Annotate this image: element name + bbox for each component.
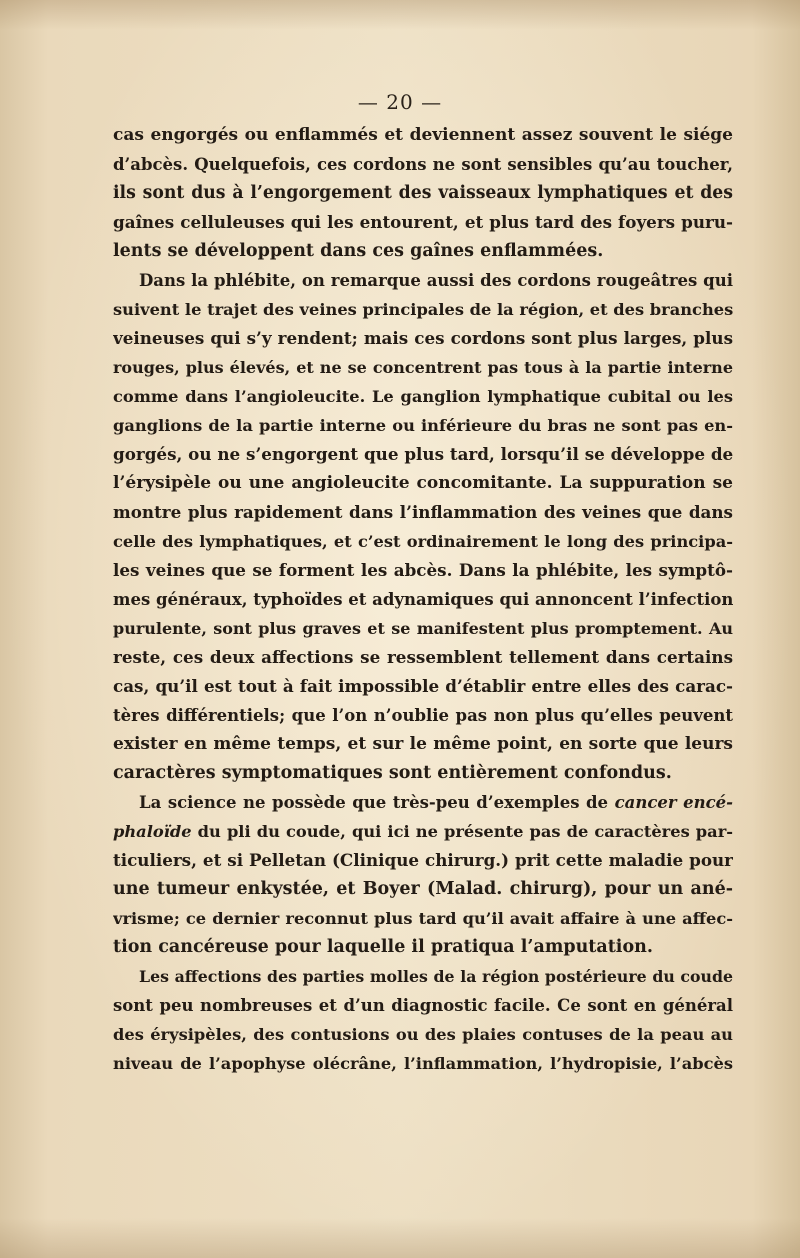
- text-line: comme dans l’angioleucite. Le ganglion lymphatique cubital ou les: [113, 387, 733, 406]
- italic-term: phaloïde: [113, 822, 192, 841]
- text-line: purulente, sont plus graves et se manifestent plus promptement. Au: [113, 619, 733, 638]
- text-line: ticuliers, et si Pelletan (Clinique chirurg.) prit cette maladie pour: [113, 850, 733, 870]
- text-line: gorgés, ou ne s’engorgent que plus tard, lorsqu’il se développe de: [113, 444, 733, 464]
- italic-term: cancer encé-: [614, 793, 733, 812]
- text-line: tion cancéreuse pour laquelle il pratiqua l’amputation.: [113, 937, 653, 957]
- text-line: ganglions de la partie interne ou inférieure du bras ne sont pas en-: [113, 416, 733, 435]
- text-run: du pli du coude, qui ici ne présente pas de caractères par-: [191, 822, 733, 841]
- text-line: [113, 788, 733, 817]
- text-line: rouges, plus élevés, et ne se concentrent pas tous à la partie interne: [113, 358, 733, 377]
- text-line: Dans la phlébite, on remarque aussi des cordons rougeâtres qui: [139, 271, 733, 290]
- text-line: mes généraux, typhoïdes et adynamiques qui annoncent l’infection: [113, 590, 733, 609]
- text-line: une tumeur enkystée, et Boyer (Malad. chirurg), pour un ané-: [113, 879, 733, 899]
- text-line: des érysipèles, des contusions ou des plaies contuses de la peau au: [113, 1025, 733, 1044]
- text-line: celle des lymphatiques, et c’est ordinairement le long des principa-: [113, 532, 733, 551]
- text-line: les veines que se forment les abcès. Dans la phlébite, les symptô-: [113, 560, 733, 580]
- body-text: [113, 121, 733, 1078]
- page-bottom-shadow: [0, 1218, 800, 1258]
- text-line: suivent le trajet des veines principales de la région, et des branches: [113, 300, 733, 319]
- text-line: cas, qu’il est tout à fait impossible d’établir entre elles des carac-: [113, 676, 733, 696]
- text-line: veineuses qui s’y rendent; mais ces cordons sont plus larges, plus: [113, 328, 733, 348]
- text-line: cas engorgés ou enflammés et deviennent assez souvent le siége: [113, 125, 733, 145]
- text-line: [113, 817, 733, 846]
- text-line: exister en même temps, et sur le même point, en sorte que leurs: [113, 734, 733, 754]
- text-line: caractères symptomatiques sont entièrement confondus.: [113, 763, 672, 783]
- page-top-shadow: [0, 0, 800, 30]
- text-line: lents se développent dans ces gaînes enflammées.: [113, 241, 604, 261]
- text-line: Les affections des parties molles de la région postérieure du coude: [139, 967, 733, 986]
- text-line: ils sont dus à l’engorgement des vaisseaux lymphatiques et des: [113, 183, 733, 203]
- page-number: — 20 —: [357, 90, 443, 114]
- text-line: sont peu nombreuses et d’un diagnostic facile. Ce sont en général: [113, 996, 733, 1015]
- text-line: tères différentiels; que l’on n’oublie pas non plus qu’elles peuvent: [113, 706, 733, 725]
- text-run: La science ne possède que très-peu d’exemples de: [139, 793, 615, 812]
- text-line: vrisme; ce dernier reconnut plus tard qu’il avait affaire à une affec-: [113, 909, 733, 928]
- text-line: gaînes celluleuses qui les entourent, et plus tard des foyers puru-: [113, 212, 733, 232]
- text-line: d’abcès. Quelquefois, ces cordons ne sont sensibles qu’au toucher,: [113, 155, 733, 174]
- text-line: reste, ces deux affections se ressemblent tellement dans certains: [113, 647, 733, 667]
- text-line: niveau de l’apophyse olécrâne, l’inflammation, l’hydropisie, l’abcès: [113, 1054, 733, 1073]
- text-line: l’érysipèle ou une angioleucite concomitante. La suppuration se: [113, 473, 733, 493]
- text-line: montre plus rapidement dans l’inflammation des veines que dans: [113, 502, 733, 522]
